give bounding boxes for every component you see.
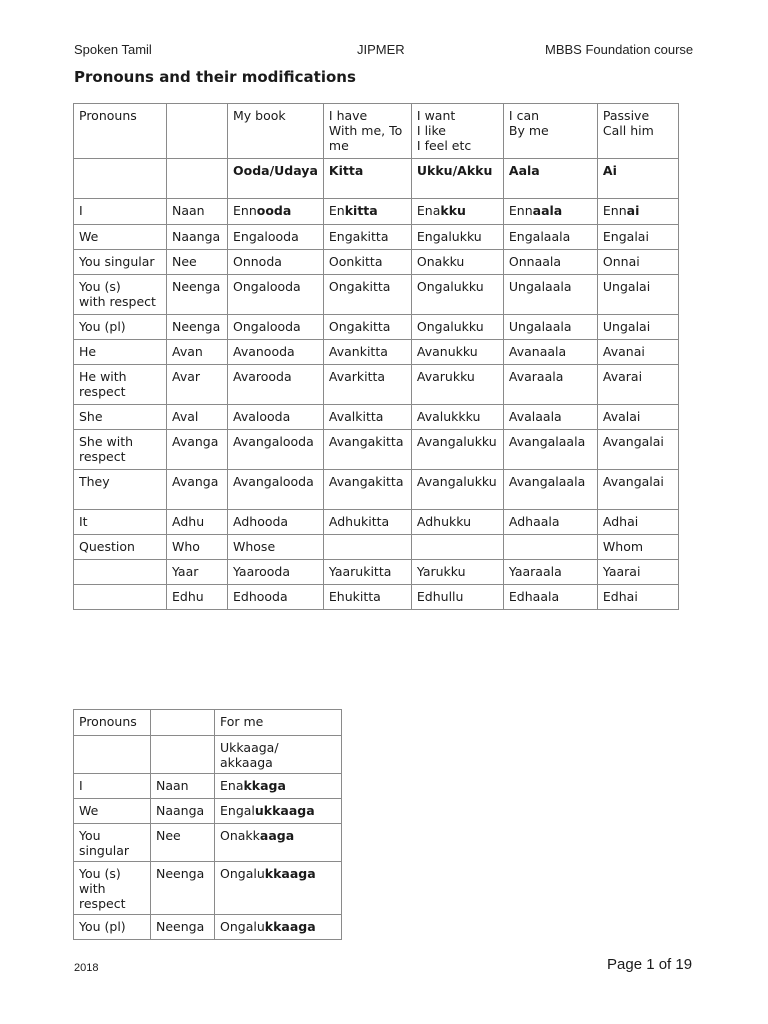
table-cell	[597, 225, 678, 250]
table-cell	[323, 365, 411, 405]
cell-text: We	[79, 803, 99, 818]
table-cell	[167, 365, 228, 405]
cell-text: Onnai	[602, 254, 640, 269]
cell-text: kkaga	[243, 778, 286, 793]
cell-text: En	[328, 203, 345, 218]
table-cell	[597, 199, 678, 225]
table-cell	[503, 315, 597, 340]
table-cell	[411, 560, 503, 585]
table-cell	[167, 250, 228, 275]
cell-text: Ungalaala	[508, 319, 572, 334]
table-row	[74, 159, 679, 199]
cell-text: Avangalooda	[233, 474, 314, 489]
cell-text: Avangalai	[602, 434, 664, 449]
cell-text: aaga	[259, 828, 295, 843]
table-row	[74, 560, 679, 585]
table-cell	[597, 340, 678, 365]
cell-text: Avangakitta	[328, 434, 404, 449]
cell-text: Avar	[172, 369, 201, 384]
table-cell	[597, 315, 678, 340]
cell-text: Whose	[233, 539, 276, 554]
table-cell	[215, 736, 342, 774]
table-cell	[411, 585, 503, 610]
table-cell	[74, 736, 151, 774]
cell-text: You (pl)	[79, 319, 126, 334]
table-cell	[597, 585, 678, 610]
table-cell	[503, 535, 597, 560]
table-cell	[597, 535, 678, 560]
cell-text: Engalooda	[233, 229, 299, 244]
cell-text: Aala	[508, 163, 540, 178]
table-cell	[215, 862, 342, 915]
table-cell	[597, 159, 678, 199]
page-title: Pronouns and their modifications	[74, 68, 356, 86]
cell-text: Oonkitta	[328, 254, 383, 269]
cell-text: Kitta	[328, 163, 364, 178]
cell-text: For me	[220, 714, 264, 729]
cell-text: Ungalai	[602, 319, 651, 334]
table-cell	[323, 315, 411, 340]
table-cell	[323, 405, 411, 430]
cell-text: Ongakitta	[328, 319, 391, 334]
table-row	[74, 430, 679, 470]
table-cell	[151, 710, 215, 736]
table-cell	[74, 774, 151, 799]
cell-text: I have With me, To me	[328, 108, 403, 153]
cell-text: You singular	[79, 254, 155, 269]
table-cell	[151, 774, 215, 799]
table-cell	[503, 470, 597, 510]
table-cell	[74, 915, 151, 940]
table-cell	[597, 405, 678, 430]
table-row	[74, 799, 342, 824]
cell-text: Naanga	[156, 803, 205, 818]
cell-text: Avanaala	[508, 344, 567, 359]
for-me-table	[73, 709, 342, 940]
table-cell	[411, 535, 503, 560]
cell-text: Avarukku	[416, 369, 475, 384]
cell-text: Yaarai	[602, 564, 641, 579]
cell-text: Engakitta	[328, 229, 389, 244]
table-row	[74, 199, 679, 225]
table-cell	[228, 250, 324, 275]
table-cell	[74, 862, 151, 915]
table-cell	[151, 736, 215, 774]
cell-text: Enn	[508, 203, 533, 218]
table-cell	[74, 159, 167, 199]
table-row	[74, 862, 342, 915]
table-cell	[151, 915, 215, 940]
table-cell	[503, 199, 597, 225]
cell-text: You singular	[79, 828, 130, 858]
cell-text: ukkaaga	[254, 803, 315, 818]
cell-text: Avan	[172, 344, 203, 359]
cell-text: I	[79, 203, 83, 218]
cell-text: Ongakitta	[328, 279, 391, 294]
cell-text: She with respect	[79, 434, 134, 464]
table-row	[74, 915, 342, 940]
cell-text: Neenga	[156, 866, 205, 881]
table-cell	[167, 405, 228, 430]
cell-text: I	[79, 778, 83, 793]
cell-text: Aval	[172, 409, 199, 424]
table-cell	[167, 159, 228, 199]
cell-text: Adhukku	[416, 514, 472, 529]
table-cell	[597, 470, 678, 510]
table-cell	[323, 159, 411, 199]
table-cell	[503, 225, 597, 250]
cell-text: Ena	[220, 778, 244, 793]
cell-text: I want I like I feel etc	[416, 108, 472, 153]
cell-text: kitta	[344, 203, 378, 218]
cell-text: Nee	[172, 254, 197, 269]
for-me-table-body	[74, 710, 342, 940]
cell-text: Ongalooda	[233, 279, 301, 294]
table-cell	[151, 824, 215, 862]
cell-text: Naan	[156, 778, 189, 793]
cell-text: Onnaala	[508, 254, 562, 269]
cell-text: kkaaga	[264, 866, 316, 881]
cell-text: She	[79, 409, 103, 424]
table-cell	[74, 560, 167, 585]
cell-text: ooda	[256, 203, 292, 218]
cell-text: Avarooda	[233, 369, 292, 384]
table-cell	[228, 405, 324, 430]
page-number: Page 1 of 19	[607, 956, 693, 973]
table-cell	[503, 585, 597, 610]
cell-text: He with respect	[79, 369, 127, 399]
cell-text: Avalaala	[508, 409, 562, 424]
cell-text: Pronouns	[79, 108, 137, 123]
table-cell	[323, 250, 411, 275]
table-row	[74, 225, 679, 250]
table-cell	[215, 799, 342, 824]
header-left: Spoken Tamil	[74, 42, 152, 57]
table-cell	[503, 250, 597, 275]
cell-text: Ongalukku	[416, 279, 484, 294]
table-header-row	[74, 710, 342, 736]
table-cell	[597, 250, 678, 275]
cell-text: Avarai	[602, 369, 643, 384]
table-cell	[74, 799, 151, 824]
table-cell	[503, 275, 597, 315]
cell-text: It	[79, 514, 88, 529]
cell-text: Naanga	[172, 229, 221, 244]
cell-text: Naan	[172, 203, 205, 218]
table-cell	[167, 275, 228, 315]
header-right: MBBS Foundation course	[545, 42, 694, 57]
table-row	[74, 405, 679, 430]
cell-text: I can By me	[508, 108, 549, 138]
cell-text: Avanukku	[416, 344, 478, 359]
table-cell	[215, 774, 342, 799]
cell-text: Nee	[156, 828, 181, 843]
table-cell	[74, 585, 167, 610]
table-cell	[411, 104, 503, 159]
table-cell	[151, 799, 215, 824]
table-cell	[411, 199, 503, 225]
table-cell	[74, 470, 167, 510]
table-row	[74, 736, 342, 774]
cell-text: kku	[440, 203, 466, 218]
cell-text: Avangalukku	[416, 434, 497, 449]
cell-text: Avalkitta	[328, 409, 384, 424]
cell-text: Ongalu	[220, 866, 265, 881]
pronouns-table	[73, 103, 679, 610]
cell-text: Edhai	[602, 589, 638, 604]
table-row	[74, 275, 679, 315]
table-cell	[74, 430, 167, 470]
cell-text: Avanooda	[233, 344, 295, 359]
table-cell	[228, 585, 324, 610]
cell-text: Whom	[602, 539, 644, 554]
cell-text: Adhukitta	[328, 514, 390, 529]
table-row	[74, 340, 679, 365]
cell-text: Ongalooda	[233, 319, 301, 334]
table-cell	[411, 510, 503, 535]
cell-text: Avalai	[602, 409, 641, 424]
table-cell	[167, 225, 228, 250]
pronouns-table-body	[74, 104, 679, 610]
cell-text: Edhooda	[233, 589, 288, 604]
table-cell	[167, 430, 228, 470]
table-cell	[167, 104, 228, 159]
table-cell	[74, 340, 167, 365]
table-cell	[323, 510, 411, 535]
table-cell	[74, 710, 151, 736]
table-cell	[167, 470, 228, 510]
cell-text: You (s) with respect	[79, 866, 126, 911]
table-cell	[228, 159, 324, 199]
cell-text: Avalooda	[233, 409, 291, 424]
cell-text: Adhooda	[233, 514, 289, 529]
table-cell	[215, 710, 342, 736]
table-cell	[503, 340, 597, 365]
cell-text: kkaaga	[264, 919, 316, 934]
table-cell	[228, 315, 324, 340]
footer-year: 2018	[74, 962, 99, 974]
table-cell	[597, 430, 678, 470]
cell-text: Avanga	[172, 434, 219, 449]
cell-text: Engal	[220, 803, 255, 818]
cell-text: You (s) with respect	[79, 279, 156, 309]
cell-text: Yaaraala	[508, 564, 562, 579]
table-row	[74, 510, 679, 535]
table-cell	[503, 510, 597, 535]
table-cell	[411, 405, 503, 430]
table-cell	[323, 470, 411, 510]
table-cell	[503, 365, 597, 405]
table-cell	[74, 104, 167, 159]
table-cell	[597, 560, 678, 585]
cell-text: Engalukku	[416, 229, 482, 244]
cell-text: Engalai	[602, 229, 649, 244]
table-row	[74, 774, 342, 799]
table-cell	[167, 315, 228, 340]
table-cell	[74, 225, 167, 250]
cell-text: Onnoda	[233, 254, 282, 269]
cell-text: Engalaala	[508, 229, 571, 244]
cell-text: Ongalukku	[416, 319, 484, 334]
table-row	[74, 365, 679, 405]
table-cell	[228, 560, 324, 585]
table-cell	[597, 365, 678, 405]
table-cell	[74, 510, 167, 535]
table-cell	[323, 340, 411, 365]
cell-text: Adhu	[172, 514, 205, 529]
cell-text: Adhaala	[508, 514, 560, 529]
cell-text: Yaarooda	[233, 564, 290, 579]
table-cell	[323, 560, 411, 585]
table-cell	[228, 510, 324, 535]
cell-text: Avankitta	[328, 344, 388, 359]
table-cell	[411, 315, 503, 340]
cell-text: You (pl)	[79, 919, 126, 934]
table-cell	[228, 225, 324, 250]
table-cell	[228, 340, 324, 365]
table-row	[74, 470, 679, 510]
cell-text: Edhaala	[508, 589, 560, 604]
cell-text: Pronouns	[79, 714, 137, 729]
cell-text: Yaarukitta	[328, 564, 392, 579]
table-row	[74, 250, 679, 275]
cell-text: Enn	[233, 203, 257, 218]
cell-text: Who	[172, 539, 200, 554]
cell-text: Enn	[602, 203, 627, 218]
table-cell	[411, 470, 503, 510]
table-row	[74, 535, 679, 560]
table-cell	[228, 275, 324, 315]
table-header-row	[74, 104, 679, 159]
table-cell	[411, 430, 503, 470]
table-cell	[167, 510, 228, 535]
table-cell	[228, 365, 324, 405]
table-cell	[228, 199, 324, 225]
header-center: JIPMER	[357, 42, 405, 57]
cell-text: Avanai	[602, 344, 645, 359]
table-cell	[74, 199, 167, 225]
cell-text: Ukkaaga/ akkaaga	[220, 740, 279, 770]
cell-text: Ukku/Akku	[416, 163, 493, 178]
cell-text: Edhullu	[416, 589, 464, 604]
cell-text: He	[79, 344, 97, 359]
table-cell	[167, 340, 228, 365]
cell-text: Question	[79, 539, 135, 554]
cell-text: Avanga	[172, 474, 219, 489]
table-cell	[503, 159, 597, 199]
table-row	[74, 824, 342, 862]
table-cell	[597, 510, 678, 535]
cell-text: Yaar	[172, 564, 199, 579]
table-cell	[228, 104, 324, 159]
table-cell	[323, 430, 411, 470]
table-cell	[167, 560, 228, 585]
cell-text: Ungalaala	[508, 279, 572, 294]
cell-text: Ena	[416, 203, 441, 218]
table-row	[74, 585, 679, 610]
table-cell	[167, 199, 228, 225]
table-cell	[503, 104, 597, 159]
table-cell	[323, 225, 411, 250]
cell-text: Onakk	[220, 828, 260, 843]
table-cell	[411, 275, 503, 315]
table-cell	[74, 535, 167, 560]
table-cell	[597, 104, 678, 159]
cell-text: Ongalu	[220, 919, 265, 934]
table-cell	[323, 104, 411, 159]
table-cell	[503, 430, 597, 470]
table-cell	[411, 250, 503, 275]
cell-text: Neenga	[156, 919, 205, 934]
cell-text: Edhu	[172, 589, 204, 604]
table-cell	[503, 405, 597, 430]
cell-text: ai	[626, 203, 640, 218]
table-cell	[323, 535, 411, 560]
table-cell	[411, 159, 503, 199]
table-cell	[74, 365, 167, 405]
cell-text: Adhai	[602, 514, 639, 529]
cell-text: Avangalaala	[508, 434, 586, 449]
cell-text: Avangalukku	[416, 474, 497, 489]
table-row	[74, 315, 679, 340]
cell-text: We	[79, 229, 99, 244]
cell-text: Passive Call him	[602, 108, 654, 138]
table-cell	[411, 340, 503, 365]
cell-text: Avangalai	[602, 474, 664, 489]
table-cell	[74, 275, 167, 315]
table-cell	[74, 405, 167, 430]
table-cell	[167, 585, 228, 610]
table-cell	[74, 250, 167, 275]
table-cell	[167, 535, 228, 560]
cell-text: They	[79, 474, 110, 489]
table-cell	[74, 824, 151, 862]
cell-text: Avangalaala	[508, 474, 586, 489]
table-cell	[215, 824, 342, 862]
table-cell	[411, 225, 503, 250]
cell-text: Ehukitta	[328, 589, 381, 604]
table-cell	[411, 365, 503, 405]
cell-text: aala	[532, 203, 563, 218]
cell-text: Avalukkku	[416, 409, 481, 424]
table-cell	[151, 862, 215, 915]
table-cell	[323, 275, 411, 315]
cell-text: Avarkitta	[328, 369, 386, 384]
table-cell	[597, 275, 678, 315]
table-cell	[74, 315, 167, 340]
cell-text: Ungalai	[602, 279, 651, 294]
cell-text: Neenga	[172, 319, 221, 334]
table-cell	[228, 470, 324, 510]
cell-text: Neenga	[172, 279, 221, 294]
cell-text: Yarukku	[416, 564, 466, 579]
table-cell	[503, 560, 597, 585]
cell-text: Ai	[602, 163, 617, 178]
cell-text: Avaraala	[508, 369, 564, 384]
cell-text: Avangakitta	[328, 474, 404, 489]
table-cell	[215, 915, 342, 940]
cell-text: Onakku	[416, 254, 465, 269]
table-cell	[323, 585, 411, 610]
cell-text: Avangalooda	[233, 434, 314, 449]
cell-text: My book	[233, 108, 286, 123]
table-cell	[323, 199, 411, 225]
table-cell	[228, 430, 324, 470]
table-cell	[228, 535, 324, 560]
cell-text: Ooda/Udaya	[233, 163, 318, 178]
